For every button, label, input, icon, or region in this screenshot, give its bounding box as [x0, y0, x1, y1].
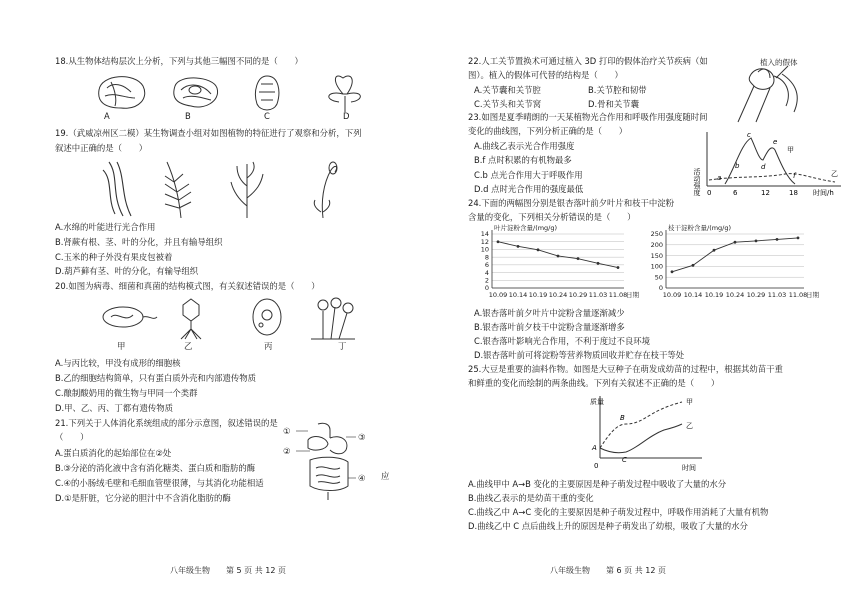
- q23-xtick-6: 6: [733, 189, 738, 197]
- q21-marker-2: ②: [283, 446, 291, 456]
- q22-figure-label: 植入的假体: [760, 58, 798, 67]
- chart1-point: [797, 236, 800, 239]
- chart1-ytick: 50: [654, 273, 663, 282]
- q25-point-a: A: [592, 444, 597, 452]
- q23-point-d: d: [761, 163, 766, 171]
- q19-stem-line2: 叙述中正确的是（ ）: [55, 143, 148, 153]
- q21-option-a: A.蛋白质消化的起始部位在②处: [55, 448, 172, 458]
- q24-leaf-starch-chart: [466, 222, 646, 304]
- q23-stem-line2: 变化的曲线图，下列分析正确的是（ ）: [468, 126, 628, 136]
- q20-label-jia: 甲: [117, 341, 126, 351]
- q23-point-b: b: [735, 162, 740, 170]
- chart0-xtick: 11.03: [588, 291, 608, 299]
- q25-option-d: D.曲线乙中 C 点后曲线上升的原因是种子萌发出了幼根，吸收了大量的水分: [468, 521, 748, 531]
- chart0-ytick: 14: [480, 230, 489, 239]
- chart1-title: 枝干淀粉含量/(mg/g): [668, 224, 732, 232]
- chart0-point: [517, 245, 520, 248]
- q18-fig-a: [99, 77, 145, 109]
- q20-option-a: A.与丙比较，甲没有成形的细胞核: [55, 358, 181, 368]
- q21-label-lines: [282, 420, 366, 502]
- q25-curve-jia: [600, 402, 682, 448]
- right-page-footer: 八年级生物 第 6 页 共 12 页: [550, 566, 666, 575]
- q19-fig-spirogyra: [103, 162, 131, 216]
- q18-figures: [95, 70, 365, 120]
- q25-point-c: C: [622, 456, 627, 464]
- q23-option-a: A.曲线乙表示光合作用强度: [474, 141, 575, 151]
- q18-label-c: C: [264, 111, 270, 121]
- chart1-xtick: 10.14: [683, 291, 703, 299]
- chart0-title: 叶片淀粉含量/(mg/g): [494, 224, 558, 232]
- q20-option-c: C.酿制酸奶用的微生物与甲同一个类群: [55, 388, 198, 398]
- q20-fig-yi: [181, 299, 201, 339]
- q23-series-jia: 甲: [787, 146, 794, 154]
- q25-curve-yi: [600, 424, 682, 453]
- q20-fig-ding: [311, 298, 355, 339]
- q23-point-f: f: [793, 172, 796, 180]
- q20-label-ding: 丁: [338, 341, 347, 351]
- chart1-point: [692, 264, 695, 267]
- q20-option-d: D.甲、乙、丙、丁都有遗传物质: [55, 403, 173, 413]
- right-page: [430, 0, 860, 607]
- q19-option-b: B.肾蕨有根、茎、叶的分化，并且有输导组织: [55, 237, 223, 247]
- q20-option-b: B.乙的细胞结构简单，只有蛋白质外壳和内部遗传物质: [55, 373, 257, 383]
- q21-option-c-tail: 应: [381, 471, 390, 481]
- q24-option-d: D.银杏落叶前可将淀粉等营养物质回收并贮存在枝干等处: [474, 350, 685, 360]
- q20-fig-jia: [103, 307, 157, 327]
- q23-point-c: c: [747, 131, 751, 139]
- q23-point-e: e: [773, 138, 778, 146]
- q23-option-d: D.d 点时光合作用的强度最低: [474, 184, 584, 194]
- chart1-xtick: 10.19: [704, 291, 724, 299]
- q25-option-a: A.曲线甲中 A→B 变化的主要原因是种子萌发过程中吸收了大量的水分: [468, 479, 727, 489]
- q19-stem-line1: 19.（武威凉州区二模）某生物调查小组对如图植物的特征进行了观察和分析，下列: [55, 128, 362, 138]
- q21-paren: （ ）: [55, 432, 89, 442]
- chart1-xtick: 10.29: [746, 291, 766, 299]
- chart0-ytick: 6: [484, 261, 489, 270]
- chart1-ytick: 250: [650, 230, 663, 239]
- q19-fig-moss: [314, 162, 337, 218]
- q19-option-d: D.葫芦藓有茎、叶的分化，有输导组织: [55, 266, 199, 276]
- q23-option-b: B.f 点时积累的有机物最多: [474, 155, 572, 165]
- q25-stem-line2: 和鲜重的变化而绘制的两条曲线。下列有关叙述不正确的是（ ）: [468, 378, 720, 388]
- q20-stem: 20.如图为病毒、细菌和真菌的结构模式图，有关叙述错误的是（ ）: [55, 281, 320, 291]
- q25-weight-chart: [586, 390, 706, 476]
- chart1-point: [734, 241, 737, 244]
- q19-fig-fern: [165, 162, 191, 218]
- chart1-ytick: 0: [658, 284, 663, 293]
- q25-series-jia: 甲: [686, 398, 693, 406]
- q24-option-a: A.银杏落叶前夕叶片中淀粉含量逐渐减少: [474, 308, 625, 318]
- chart0-xtick: 10.19: [528, 291, 548, 299]
- chart1-xlabel: 日期: [806, 291, 819, 299]
- q25-option-b: B.曲线乙表示的是幼苗干重的变化: [468, 493, 594, 503]
- chart1-point: [776, 238, 779, 241]
- q21-stem: 21.下列关于人体消化系统组成的部分示意图，叙述错误的是: [55, 418, 278, 428]
- q20-label-bing: 丙: [264, 341, 273, 351]
- q19-option-c: C.玉米的种子外没有果皮包被着: [55, 252, 173, 262]
- chart1-ytick: 200: [650, 241, 663, 249]
- q22-stem-line2: 图）。植入的假体可代替的结构是（ ）: [468, 70, 623, 80]
- q21-marker-4: ④: [358, 473, 366, 483]
- chart0-point: [617, 266, 620, 269]
- chart1-xtick: 10.09: [662, 291, 682, 299]
- chart0-ytick: 12: [480, 237, 489, 246]
- chart1-point: [755, 240, 758, 243]
- q22-option-a: A.关节囊和关节腔: [474, 85, 541, 95]
- chart1-xtick: 10.24: [725, 291, 745, 299]
- q24-stem-line1: 24.下面的两幅图分别是银杏落叶前夕叶片和枝干中淀粉: [468, 198, 674, 208]
- q22-option-d: D.骨和关节囊: [588, 99, 639, 109]
- chart0-point: [597, 262, 600, 265]
- q22-joint-figure: [730, 54, 820, 124]
- q20-fig-bing: [253, 299, 281, 335]
- chart0-point: [557, 255, 560, 258]
- q23-xlabel: 时间/h: [813, 189, 834, 197]
- chart0-xtick: 11.08: [608, 291, 628, 299]
- q21-option-b: B.③分泌的消化液中含有消化糖类、蛋白质和脂肪的酶: [55, 463, 256, 473]
- chart1-ytick: 100: [650, 262, 663, 271]
- q23-stem-line1: 23.如图是夏季晴朗的一天某植物光合作用和呼吸作用强度随时间: [468, 112, 708, 122]
- q21-option-d: D.①是肝脏，它分泌的胆汁中不含消化脂肪的酶: [55, 493, 231, 503]
- chart0-xtick: 10.29: [568, 291, 588, 299]
- chart0-ytick: 0: [484, 284, 489, 293]
- chart1-point: [713, 249, 716, 252]
- q24-stem-line2: 含量的变化，下列相关分析错误的是（ ）: [468, 212, 636, 222]
- chart0-ytick: 10: [480, 245, 489, 254]
- q20-microbe-figures: [95, 295, 355, 339]
- q18-fig-d: [329, 76, 361, 112]
- q22-option-b: B.关节腔和韧带: [588, 85, 647, 95]
- q18-fig-c: [255, 76, 278, 110]
- q25-series-yi: 乙: [686, 422, 693, 430]
- q25-origin: 0: [594, 462, 599, 470]
- q18-stem: 18.从生物体结构层次上分析，下列与其他三幅图不同的是（ ）: [55, 56, 303, 66]
- q25-point-b: B: [620, 414, 625, 422]
- q25-xlabel: 时间: [682, 464, 696, 472]
- chart1-xtick: 11.03: [767, 291, 787, 299]
- q23-xtick-12: 12: [761, 189, 770, 197]
- q25-option-c: C.曲线乙中 A→C 变化的主要原因是种子萌发过程中，呼吸作用消耗了大量有机物: [468, 507, 769, 517]
- q23-xtick-0: 0: [707, 189, 712, 197]
- q22-option-c: C.关节头和关节窝: [474, 99, 542, 109]
- q22-stem-line1: 22.人工关节置换术可通过植入 3D 打印的假体治疗关节疾病（如: [468, 56, 708, 66]
- chart0-xtick: 10.24: [548, 291, 568, 299]
- q24-option-b: B.银杏落叶前夕枝干中淀粉含量逐渐增多: [474, 322, 625, 332]
- q20-label-yi: 乙: [184, 341, 193, 351]
- q24-branch-starch-chart: [640, 222, 826, 304]
- q23-option-c: C.b 点光合作用大于呼吸作用: [474, 170, 583, 180]
- q23-ylabel: 活动强度: [693, 168, 701, 196]
- q21-marker-1: ①: [283, 426, 291, 436]
- q25-ylabel: 质量: [590, 398, 604, 406]
- q18-label-b: B: [185, 111, 191, 121]
- q23-point-a: a: [717, 174, 722, 182]
- chart0-ytick: 8: [484, 253, 489, 262]
- chart0-point: [497, 240, 500, 243]
- q18-fig-b: [174, 78, 218, 107]
- q18-label-d: D: [343, 111, 350, 121]
- chart0-ytick: 2: [484, 276, 489, 285]
- q24-option-c: C.银杏落叶影响光合作用，不利于度过不良环境: [474, 336, 651, 346]
- q23-series-yi: 乙: [831, 170, 838, 178]
- left-page-footer: 八年级生物 第 5 页 共 12 页: [170, 566, 286, 575]
- chart1-point: [671, 270, 674, 273]
- q23-xtick-18: 18: [789, 189, 798, 197]
- chart1-xtick: 11.08: [788, 291, 808, 299]
- q21-option-c: C.④的小肠绒毛壁和毛细血管壁很薄，与其消化功能相适: [55, 478, 264, 488]
- chart0-point: [577, 257, 580, 260]
- chart0-xtick: 10.09: [488, 291, 508, 299]
- chart0-point: [537, 248, 540, 251]
- chart0-xtick: 10.14: [508, 291, 528, 299]
- q18-label-a: A: [104, 111, 110, 121]
- chart0-xlabel: 日期: [626, 291, 639, 299]
- chart0-ytick: 4: [484, 268, 489, 277]
- q19-plant-figures: [95, 158, 355, 220]
- q19-option-a: A.水绵的叶能进行光合作用: [55, 222, 156, 232]
- q21-marker-3: ③: [358, 432, 366, 442]
- q23-activity-chart: [695, 128, 847, 198]
- q19-fig-corn: [231, 162, 263, 218]
- q25-stem-line1: 25.大豆是重要的油料作物。如图是大豆种子在萌发成幼苗的过程中，根据其幼苗干重: [468, 364, 783, 374]
- chart1-ytick: 150: [650, 251, 663, 260]
